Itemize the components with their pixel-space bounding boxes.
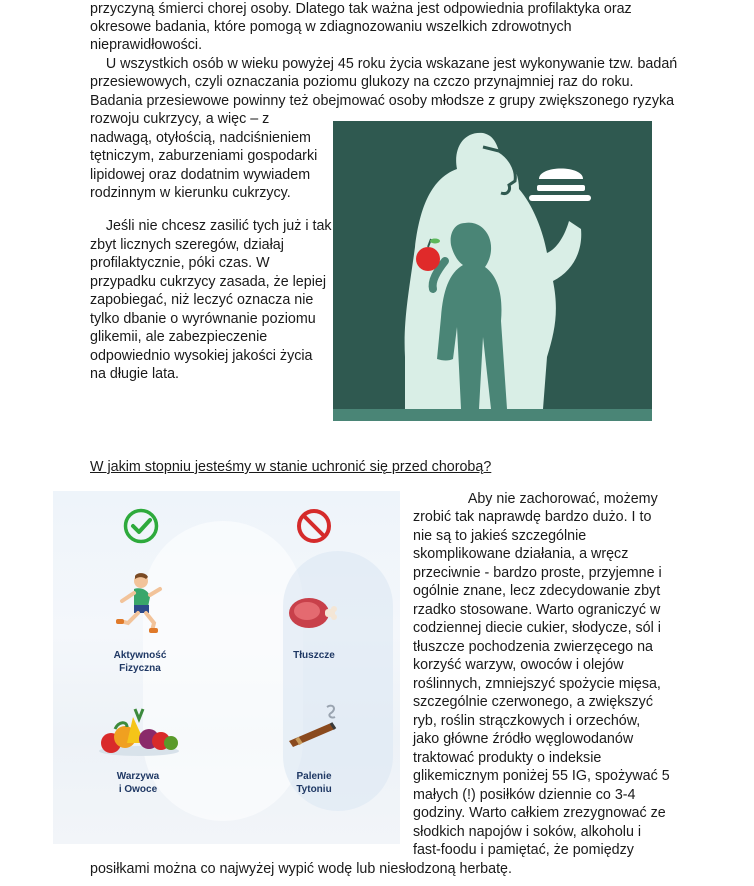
text-line: odpowiednio wysokiej jakości życia xyxy=(90,348,313,364)
check-icon xyxy=(123,508,159,544)
text-line: godziny. Warto całkiem zrezygnować ze xyxy=(413,805,666,821)
text-line: ogólnie znane, lecz zdecydowanie zbyt xyxy=(413,583,661,599)
text-line: rodzinnym w kierunku cukrzycy. xyxy=(90,185,291,201)
text-line: okresowe badania, które pomogą w zdiagnozowaniu wszelkich zdrowotnych xyxy=(90,19,572,35)
text-line: profilaktycznie, póki czas. W xyxy=(90,255,270,271)
text-line: Badania przesiewowe powinny też obejmować osoby młodsze z grupy zwiększonego ryzyka xyxy=(90,93,675,109)
text-line: zrobić tak naprawdę bardzo dużo. I to xyxy=(413,509,652,525)
text-line: zbyt licznych szeregów, działaj xyxy=(90,237,284,253)
text-line: glikemii, ale zabezpieczenie xyxy=(90,329,268,345)
text-line: lipidowej oraz dodatnim wywiadem xyxy=(90,167,311,183)
text-line: tłuszcze pochodzenia zwierzęcego na xyxy=(413,639,654,655)
text-line: przesiewowych, czyli oznaczania poziomu glukozy na czczo przynajmniej raz do roku. xyxy=(90,74,634,90)
text-line: ryb, roślin strączkowych i orzechów, xyxy=(413,713,641,729)
runner-icon xyxy=(110,571,170,633)
smoking-label-text: Palenie Tytoniu xyxy=(296,771,332,795)
closing-line: posiłkami można co najwyżej wypić wodę lub niesłodzoną herbatę. xyxy=(90,861,512,877)
text-line: tętniczym, zaburzeniami gospodarki xyxy=(90,148,318,164)
fruits-label-text: Warzywa i Owoce xyxy=(116,771,160,795)
text-line: przyczyną śmierci chorej osoby. Dlatego tak ważna jest odpowiednia profilaktyka oraz xyxy=(90,1,632,17)
fruits-label xyxy=(103,770,173,796)
prohibited-icon xyxy=(296,508,332,544)
text-line: traktować produkty o indeksie xyxy=(413,750,602,766)
text-line: tylko dbanie o wyrównanie poziomu xyxy=(90,311,316,327)
text-line: nie są to jakieś szczególnie xyxy=(413,528,587,544)
text-line: na długie lata. xyxy=(90,366,180,382)
text-line: korzyść warzyw, owoców i olejów xyxy=(413,657,624,673)
fruits-icon xyxy=(97,707,181,757)
smoking-label xyxy=(279,770,349,796)
text-line: przypadku cukrzycy zasada, że lepiej xyxy=(90,274,327,290)
text-line: fast-foodu i pamiętać, że pomiędzy xyxy=(413,842,634,858)
meat-icon xyxy=(285,595,337,631)
text-line: Jeśli nie chcesz zasilić tych już i tak xyxy=(90,218,332,234)
fats-label-text: Tłuszcze xyxy=(293,650,335,661)
text-line: przeciwnie - bardzo proste, przyjemne i xyxy=(413,565,662,581)
fats-label xyxy=(279,649,349,662)
text-line: roślinnych, zmniejszyć spożycie mięsa, xyxy=(413,676,661,692)
text-line: małych (!) posiłków dziennie co 3-4 xyxy=(413,787,636,803)
text-line: zapobiegać, niż leczyć oznacza nie xyxy=(90,292,314,308)
obesity-illustration xyxy=(333,121,652,421)
text-line: nieprawidłowości. xyxy=(90,37,203,53)
lifestyle-infographic xyxy=(53,491,400,844)
text-line: rzadko stosowane. Warto ograniczyć w xyxy=(413,602,661,618)
text-line: glikemicznym poniżej 55 IG, spożywać 5 xyxy=(413,768,670,784)
activity-label xyxy=(105,649,175,675)
text-line: rozwoju cukrzycy, a więc – z xyxy=(90,111,270,127)
text-line: codziennej diecie cukier, słodycze, sól i xyxy=(413,620,661,636)
text-line: szczególnie czerwonego, a zwiększyć xyxy=(413,694,653,710)
cigar-icon xyxy=(283,701,347,751)
section-heading: W jakim stopniu jesteśmy w stanie uchronić się przed chorobą? xyxy=(90,459,492,475)
activity-label-text: Aktywność Fizyczna xyxy=(113,650,167,674)
text-line: słodkich napojów i soków, alkoholu i xyxy=(413,824,642,840)
text-line: nadwagą, otyłością, nadciśnieniem xyxy=(90,130,311,146)
text-line: Aby nie zachorować, możemy xyxy=(413,491,658,507)
text-line: U wszystkich osób w wieku powyżej 45 roku życia wskazane jest wykonywanie tzw. badań xyxy=(90,56,678,72)
text-line: jako główne źródło węglowodanów xyxy=(413,731,634,747)
text-line: skomplikowane działania, a wręcz xyxy=(413,546,629,562)
